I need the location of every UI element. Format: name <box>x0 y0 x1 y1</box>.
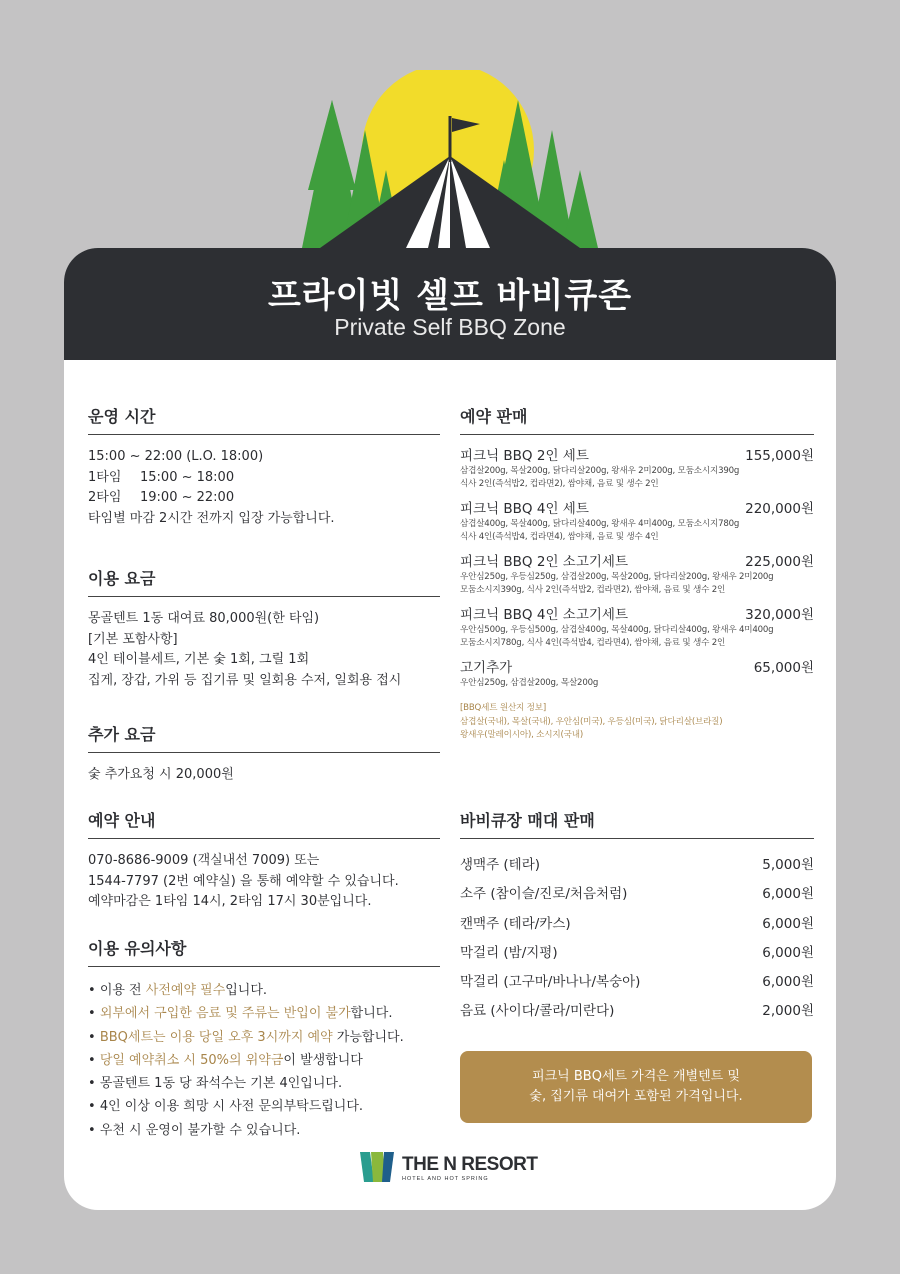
menu-desc: 우안심500g, 우등심500g, 삼겹살400g, 목살400g, 닭다리살400g, 왕새우 4미400g <box>460 625 774 635</box>
menu-desc: 식사 4인(즉석밥4, 컵라면4), 쌈야채, 음료 및 생수 4인 <box>460 532 659 542</box>
section-title: 운영 시간 <box>88 404 440 435</box>
list-item: 음료 (사이다/콜라/미란다) 2,000원 <box>460 1003 814 1020</box>
slot-time: 15:00 ~ 18:00 <box>140 469 235 485</box>
section-title: 이용 유의사항 <box>88 936 440 967</box>
menu-item <box>460 500 814 544</box>
slot-time: 19:00 ~ 22:00 <box>140 490 235 505</box>
notes-section <box>88 936 440 1142</box>
slot-label: 2타임 <box>88 490 122 505</box>
list-item: • 당일 예약취소 시 50%의 위약금이 발생합니다 <box>88 1049 440 1072</box>
fee-line: 몽골텐트 1동 대여료 80,000원(한 타임) <box>88 611 320 626</box>
menu-item <box>460 606 814 650</box>
reservation-section <box>88 808 440 913</box>
sales-section <box>460 404 814 743</box>
fee-section <box>88 566 440 691</box>
menu-price: 225,000원 <box>745 554 814 570</box>
logo-name: THE N RESORT <box>402 1154 538 1175</box>
logo-mark-icon <box>360 1152 396 1182</box>
menu-desc: 식사 2인(즉석밥2, 컵라면2), 쌈야채, 음료 및 생수 2인 <box>460 479 659 489</box>
menu-name: 피크닉 BBQ 4인 소고기세트 <box>460 607 628 623</box>
section-title: 예약 판매 <box>460 404 814 435</box>
price-note-box <box>460 1051 812 1123</box>
reservation-line: 070-8686-9009 (객실내선 7009) 또는 <box>88 853 320 868</box>
menu-desc: 우안심250g, 삼겹살200g, 목살200g <box>460 678 599 688</box>
list-item: 캔맥주 (테라/카스) 6,000원 <box>460 915 814 932</box>
menu-name: 피크닉 BBQ 4인 세트 <box>460 501 589 517</box>
hours-main: 15:00 ~ 22:00 (L.O. 18:00) <box>88 449 264 464</box>
menu-desc: 모둠소시지780g, 식사 4인(즉석밥4, 컵라면4), 쌈야채, 음료 및 생수 2인 <box>460 638 726 648</box>
resort-logo <box>360 1152 550 1186</box>
slot-2 <box>88 488 440 509</box>
extra-line: 숯 추가요청 시 20,000원 <box>88 767 234 782</box>
origin-line: 삼겹살(국내), 목살(국내), 우안심(미국), 우등심(미국), 닭다리살(브라질) <box>460 716 723 727</box>
menu-price: 65,000원 <box>753 660 814 676</box>
list-item: 소주 (참이슬/진로/처음처럼) 6,000원 <box>460 886 814 903</box>
fee-line: 집게, 장갑, 가위 등 집기류 및 일회용 수저, 일회용 접시 <box>88 672 402 688</box>
list-item: 막걸리 (고구마/바나나/복숭아) 6,000원 <box>460 974 814 991</box>
menu-price: 320,000원 <box>745 607 814 623</box>
origin-line: 왕새우(말레이시아), 소시지(국내) <box>460 730 583 740</box>
extra-section <box>88 722 440 786</box>
price-note-line: 피크닉 BBQ세트 가격은 개별텐트 및 <box>532 1069 740 1084</box>
menu-item <box>460 553 814 597</box>
list-item: • 이용 전 사전예약 필수입니다. <box>88 979 440 1002</box>
menu-desc: 우안심250g, 우등심250g, 삼겹살200g, 목살200g, 닭다리살200g, 왕새우 2미200g <box>460 572 774 582</box>
menu-desc: 삼겹살400g, 목살400g, 닭다리살400g, 왕새우 4미400g, 모둠소시지780g <box>460 519 740 529</box>
notes-list <box>88 979 440 1142</box>
list-item: • 우천 시 운영이 불가할 수 있습니다. <box>88 1119 440 1142</box>
store-price-list <box>460 851 814 1027</box>
menu-price: 220,000원 <box>745 501 814 517</box>
menu-name: 피크닉 BBQ 2인 소고기세트 <box>460 554 628 570</box>
menu-item <box>460 659 814 690</box>
hours-note: 타임별 마감 2시간 전까지 입장 가능합니다. <box>88 510 335 526</box>
list-item: • 몽골텐트 1동 당 좌석수는 기본 4인입니다. <box>88 1072 440 1095</box>
fee-line: [기본 포함사항] <box>88 631 178 647</box>
slot-1 <box>88 468 440 489</box>
hours-section <box>88 404 440 529</box>
reservation-line: 1544-7797 (2번 예약실) 을 통해 예약할 수 있습니다. <box>88 873 399 889</box>
price-note-line: 숯, 집기류 대여가 포함된 가격입니다. <box>529 1089 743 1104</box>
menu-name: 피크닉 BBQ 2인 세트 <box>460 448 589 464</box>
menu-price: 155,000원 <box>745 448 814 464</box>
logo-subtitle: HOTEL AND HOT SPRING <box>402 1176 489 1182</box>
list-item: • 4인 이상 이용 희망 시 사전 문의부탁드립니다. <box>88 1095 440 1118</box>
section-title: 이용 요금 <box>88 566 440 597</box>
camping-illustration <box>290 70 610 250</box>
list-item: • 외부에서 구입한 음료 및 주류는 반입이 불가합니다. <box>88 1002 440 1025</box>
fee-line: 4인 테이블세트, 기본 숯 1회, 그릴 1회 <box>88 652 310 667</box>
list-item: 막걸리 (밤/지평) 6,000원 <box>460 944 814 961</box>
menu-desc: 삼겹살200g, 목살200g, 닭다리살200g, 왕새우 2미200g, 모둠소시지390g <box>460 466 740 476</box>
section-title: 예약 안내 <box>88 808 440 839</box>
card-header <box>64 248 836 360</box>
reservation-line: 예약마감은 1타임 14시, 2타임 17시 30분입니다. <box>88 894 372 909</box>
origin-title: [BBQ세트 원산지 정보] <box>460 703 547 713</box>
menu-name: 고기추가 <box>460 660 513 676</box>
menu-desc: 모둠소시지390g, 식사 2인(즉석밥2, 컵라면2), 쌈야채, 음료 및 생수 2인 <box>460 585 726 595</box>
page-subtitle: Private Self BBQ Zone <box>334 314 566 340</box>
store-section <box>460 808 814 1027</box>
list-item: 생맥주 (테라) 5,000원 <box>460 857 814 873</box>
section-title: 추가 요금 <box>88 722 440 753</box>
slot-label: 1타임 <box>88 469 122 485</box>
list-item: • BBQ세트는 이용 당일 오후 3시까지 예약 가능합니다. <box>88 1026 440 1049</box>
bbq-info-card <box>64 248 836 1210</box>
section-title: 바비큐장 매대 판매 <box>460 808 814 839</box>
menu-item <box>460 447 814 491</box>
page-title: 프라이빗 셀프 바비큐존 <box>267 276 633 316</box>
